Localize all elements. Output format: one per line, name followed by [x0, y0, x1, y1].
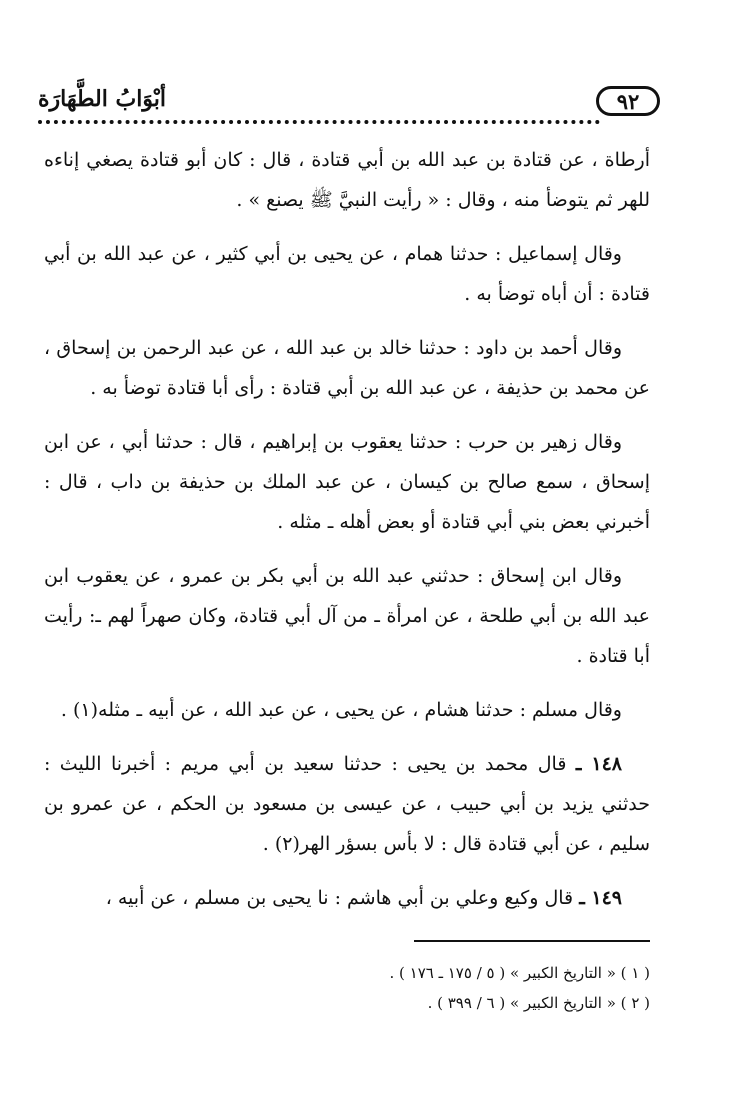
footnote-list	[92, 958, 650, 1018]
footnote-item: ( ١ ) « التاريخ الكبير » ( ٥ / ١٧٥ ـ ١٧٦ ) .	[389, 964, 650, 982]
page-number: ٩٢	[616, 88, 640, 114]
paragraph-text: وقال أحمد بن داود : حدثنا خالد بن عبد الله ، عن عبد الرحمن بن إسحاق ، عن محمد بن حذيفة ، عن عبد الله بن أبي قتادة : رأى أبا قتادة توضأ به .	[44, 337, 650, 399]
header-dotted-rule	[38, 120, 600, 124]
paragraph-text: قال وكيع وعلي بن أبي هاشم : نا يحيى بن مسلم ، عن أبيه ،	[105, 887, 574, 909]
paragraph-text: وقال زهير بن حرب : حدثنا يعقوب بن إبراهيم ، قال : حدثنا أبي ، عن ابن إسحاق ، سمع صالح بن كيسان ، عن عبد الملك بن حذيفة بن داب ، قال : أخبرني بعض بني أبي قتادة أو بعض أهله ـ مثله .	[44, 431, 650, 533]
paragraph	[44, 328, 650, 408]
page-header	[38, 84, 660, 128]
paragraph	[44, 140, 650, 220]
paragraph-text: وقال إسماعيل : حدثنا همام ، عن يحيى بن أبي كثير ، عن عبد الله بن أبي قتادة : أن أباه توضأ به .	[44, 243, 650, 305]
paragraph	[44, 422, 650, 542]
paragraph	[44, 234, 650, 314]
hadith-number: ١٤٩ ـ	[579, 887, 622, 909]
hadith-paragraph	[44, 878, 650, 918]
paragraph	[44, 556, 650, 676]
running-title: أبْوَابُ الطَّهَارَة	[38, 86, 166, 112]
page-number-badge	[596, 86, 660, 116]
hadith-number: ١٤٨ ـ	[575, 753, 622, 775]
paragraph-text: وقال مسلم : حدثنا هشام ، عن يحيى ، عن عبد الله ، عن أبيه ـ مثله(١) .	[60, 699, 622, 721]
paragraph-text: قال محمد بن يحيى : حدثنا سعيد بن أبي مريم : أخبرنا الليث : حدثني يزيد بن أبي حبيب ، عن عيسى بن مسعود بن الحكم ، عن عمرو بن سليم ، عن أبي قتادة قال : لا بأس بسؤر الهر(٢) .	[44, 753, 650, 855]
footnote-item: ( ٢ ) « التاريخ الكبير » ( ٦ / ٣٩٩ ) .	[427, 994, 650, 1012]
body-text	[44, 140, 650, 932]
footnote-rule	[414, 940, 650, 942]
paragraph-text: أرطاة ، عن قتادة بن عبد الله بن أبي قتادة ، قال : كان أبو قتادة يصغي إناءه للهر ثم يتوضأ منه ، وقال : « رأيت النبيَّ ﷺ يصنع » .	[44, 149, 650, 211]
paragraph	[44, 690, 650, 730]
paragraph-text: وقال ابن إسحاق : حدثني عبد الله بن أبي بكر بن عمرو ، عن يعقوب ابن عبد الله بن أبي طلحة ، عن امرأة ـ من آل أبي قتادة، وكان صهراً لهم ـ: رأيت أبا قتادة .	[44, 565, 650, 667]
hadith-paragraph	[44, 744, 650, 864]
